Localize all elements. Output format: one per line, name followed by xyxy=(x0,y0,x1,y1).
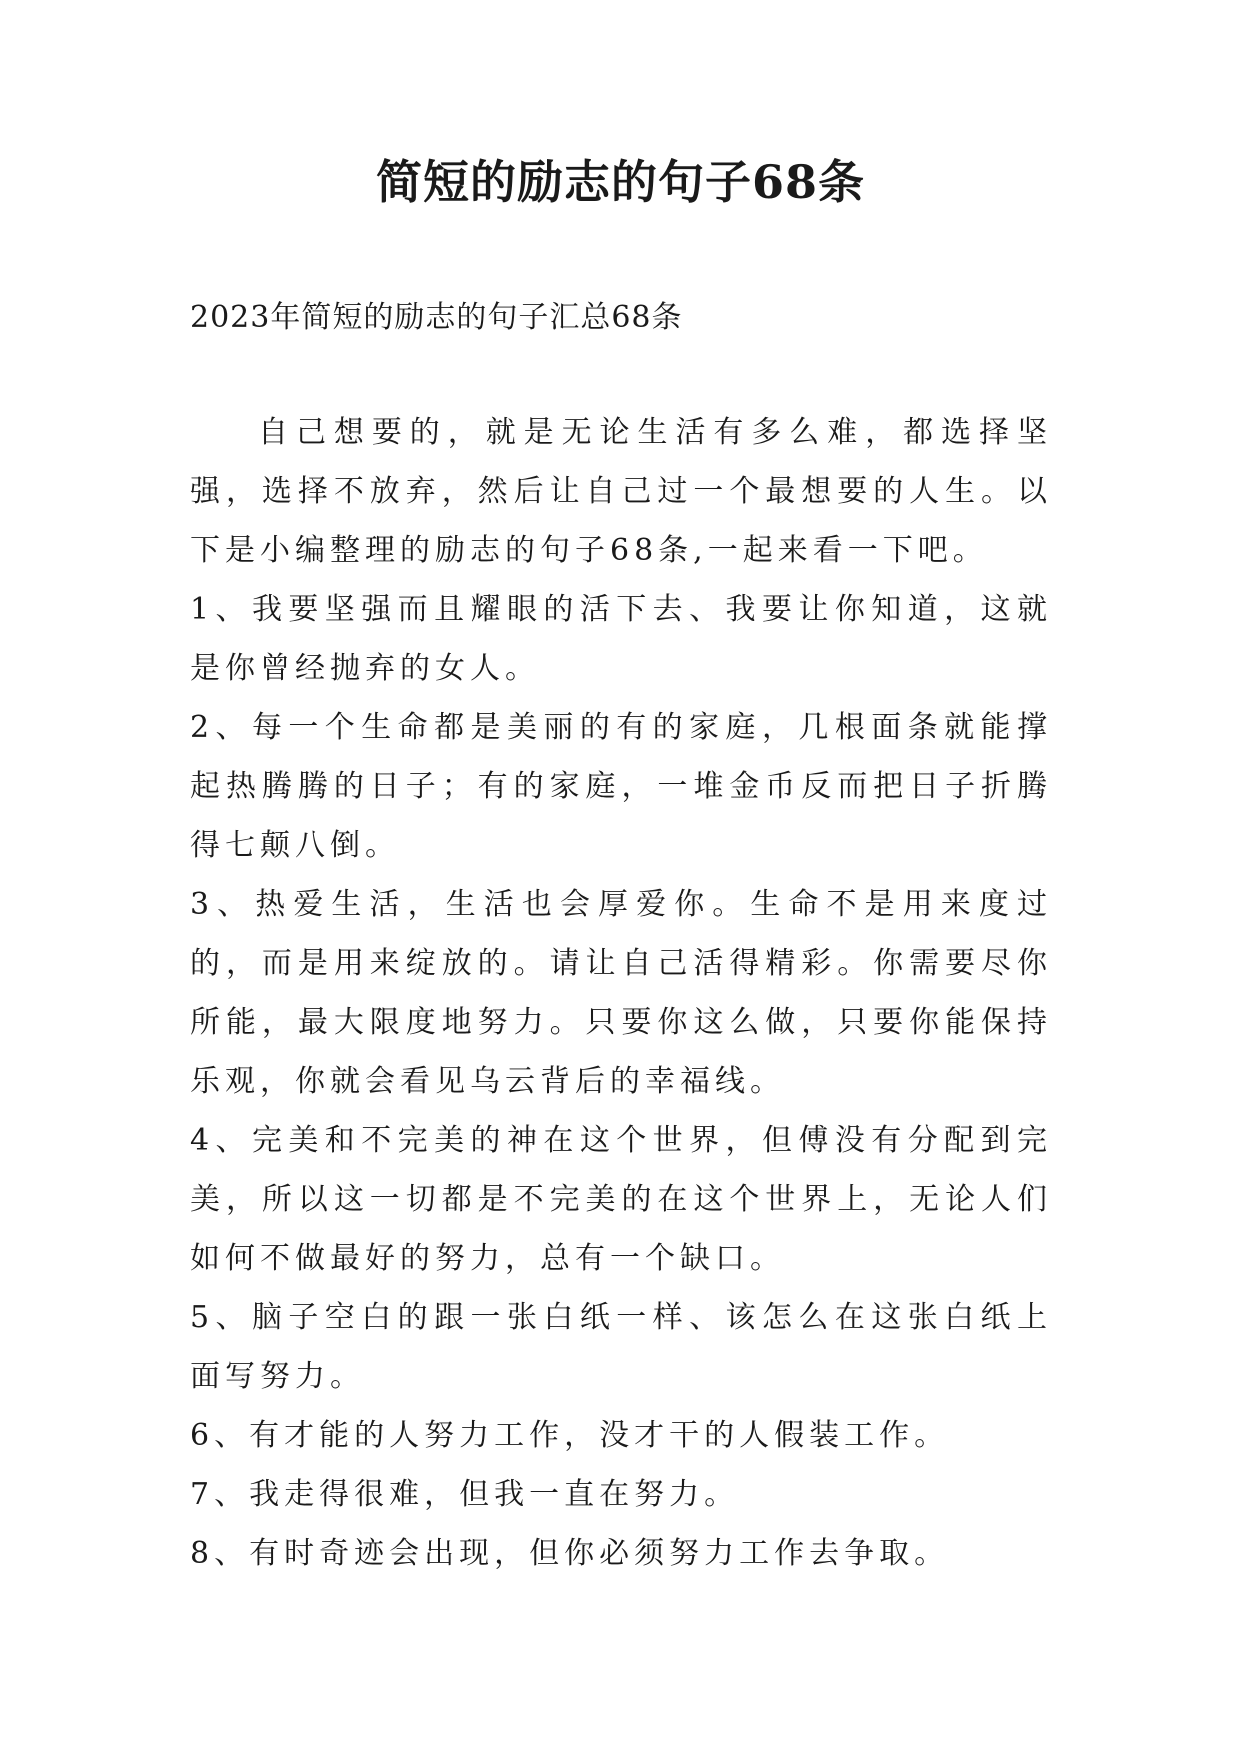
list-item: 5、脑子空白的跟一张白纸一样、该怎么在这张白纸上面写努力。 xyxy=(190,1300,1052,1394)
document-subtitle: 2023年简短的励志的句子汇总68条 xyxy=(190,300,683,335)
intro-paragraph: 自己想要的，就是无论生活有多么难，都选择坚强，选择不放弃，然后让自己过一个最想要的人生。以下是小编整理的励志的句子68条,一起来看一下吧。 xyxy=(190,415,1052,568)
list-item: 6、有才能的人努力工作，没才干的人假装工作。 xyxy=(190,1418,950,1453)
list-item: 4、完美和不完美的神在这个世界，但傅没有分配到完美，所以这一切都是不完美的在这个世界上，无论人们如何不做最好的努力，总有一个缺口。 xyxy=(190,1123,1052,1276)
list-item: 8、有时奇迹会出现，但你必须努力工作去争取。 xyxy=(190,1536,950,1571)
list-item: 3、热爱生活，生活也会厚爱你。生命不是用来度过的，而是用来绽放的。请让自己活得精彩。你需要尽你所能，最大限度地努力。只要你这么做，只要你能保持乐观，你就会看见乌云背后的幸福线。 xyxy=(190,887,1052,1099)
list-item: 2、每一个生命都是美丽的有的家庭，几根面条就能撑起热腾腾的日子；有的家庭，一堆金币反而把日子折腾得七颠八倒。 xyxy=(190,710,1052,863)
document-body xyxy=(190,403,1052,1583)
list-item: 7、我走得很难，但我一直在努力。 xyxy=(190,1477,740,1512)
document-title: 简短的励志的句子68条 xyxy=(375,155,865,209)
list-item: 1、我要坚强而且耀眼的活下去、我要让你知道，这就是你曾经抛弃的女人。 xyxy=(190,592,1052,686)
